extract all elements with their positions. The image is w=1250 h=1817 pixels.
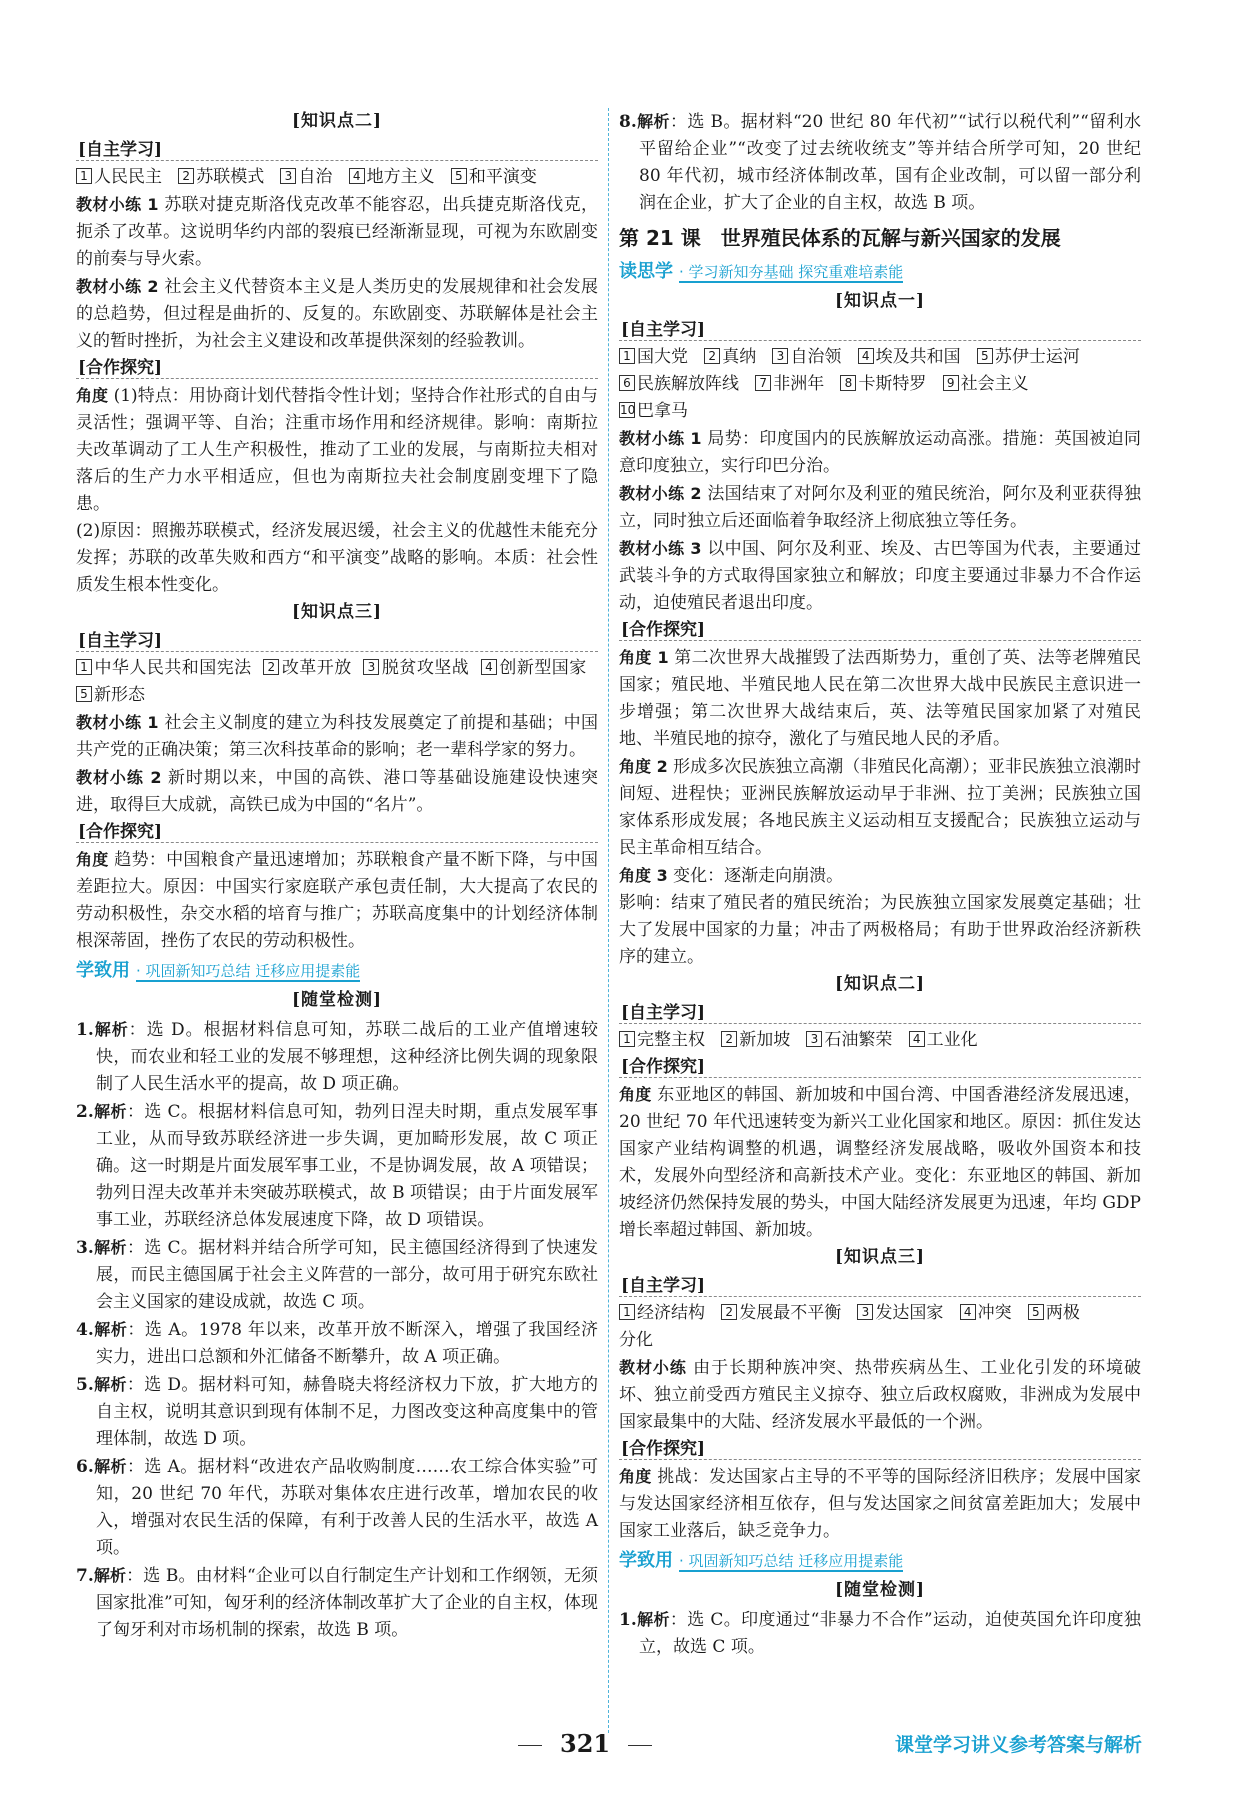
section-hezuo: [ 合作探究 ] (619, 1436, 1143, 1463)
answer-item: 5.解析：选 D。据材料可知，赫鲁晓夫将经济权力下放，扩大地方的自主权，说明其意识到现有体制不足，力图改变这种高度集中的管理体制，故选 D 项。 (76, 1375, 598, 1449)
section-hezuo: [ 合作探究 ] (76, 819, 600, 846)
kp1-jc2: 教材小练 2 法国结束了对阿尔及利亚的殖民统治，阿尔及利亚获得独立，同时独立后还面临着争取经济上彻底独立等任务。 (619, 484, 1142, 531)
kp2-jc1: 教材小练 1 苏联对捷克斯洛伐克改革不能容忍，出兵捷克斯洛伐克，扼杀了改革。这说明华约内部的裂痕已经渐渐显现，可视为东欧剧变的前奏与导火索。 (76, 195, 599, 269)
section-zizhu: [ 自主学习 ] (76, 628, 600, 655)
answer-item: 3.解析：选 C。据材料并结合所学可知，民主德国经济得到了快速发展，而民主德国属于社会主义阵营的一部分，故可用于研究东欧社会主义国家的建设成就，故选 C 项。 (76, 1238, 598, 1312)
kp2-jd: 角度 东亚地区的韩国、新加坡和中国台湾、中国香港经济发展迅速，20 世纪 70 年代迅速转变为新兴工业化国家和地区。原因：抓住发达国家产业结构调整的机遇，调整经济发展战略，吸收外国资本和技术，发展外向型经济和高新技术产业。变化：东亚地区的韩国、新加坡经济仍然保持发展的势头，中国大陆经济发展更为迅速，年均 GDP 增长率超过韩国、新加坡。 (619, 1085, 1142, 1240)
kp3-jc: 教材小练 由于长期种族冲突、热带疾病丛生、工业化引发的环境破坏、独立前受西方殖民主义掠夺、独立后政权腐败，非洲成为发展中国家最集中的大陆、经济发展水平最低的一个洲。 (619, 1358, 1141, 1432)
section-zizhu: [ 自主学习 ] (619, 1273, 1143, 1300)
footer-dash (518, 1745, 542, 1746)
kp3-jd: 角度 趋势：中国粮食产量迅速增加；苏联粮食产量不断下降，与中国差距拉大。原因：中国实行家庭联产承包责任制，大大提高了农民的劳动积极性，杂交水稻的培育与推广；苏联高度集中的计划经济体制根深蒂固，挫伤了农民的劳动积极性。 (76, 850, 599, 951)
stjc-title: [随堂检测] (834, 1580, 926, 1600)
kp1-jd3-impact: 影响：结束了殖民者的殖民统治；为民族独立国家发展奠定基础；壮大了发展中国家的力量；冲击了两极格局；有助于世界政治经济新秩序的建立。 (619, 893, 1141, 967)
lesson-title: 第 21 课 世界殖民体系的瓦解与新兴国家的发展 (619, 226, 1061, 250)
kp1-answers: 1 国大党 2 真纳 3 自治领 4 埃及共和国 5 苏伊士运河 6 民族解放阵线 7 非洲年 8 卡斯特罗 9 社会主义 10 巴拿马 (620, 347, 1080, 421)
kp3-answers: 1 中华人民共和国宪法 2 改革开放 3 脱贫攻坚战 4 创新型国家 5 新形态 (76, 655, 598, 709)
xuezhiyong-band: 学致用 · 巩固新知巧总结 迁移应用提素能 (619, 1550, 904, 1571)
section-zizhu: [ 自主学习 ] (619, 317, 1143, 344)
kp1-jd3: 角度 3 变化：逐渐走向崩溃。 (619, 866, 844, 886)
kp2-answers: 1 人民民主 2 苏联模式 3 自治 4 地方主义 5 和平演变 (76, 164, 598, 191)
section-hezuo: [ 合作探究 ] (76, 355, 600, 382)
dusixue-band: 读思学 · 学习新知夯基础 探究重难培素能 (619, 261, 904, 282)
xuezhiyong-band: 学致用 · 巩固新知巧总结 迁移应用提素能 (76, 960, 361, 981)
footer-title: 课堂学习讲义参考答案与解析 (894, 1734, 1142, 1756)
column-divider (608, 108, 609, 1733)
kp1-jd1: 角度 1 第二次世界大战摧毁了法西斯势力，重创了英、法等老牌殖民国家；殖民地、半殖民地人民在第二次世界大战中民族民主意识进一步增强；第二次世界大战结束后，英、法等殖民国家加紧了对殖民地、半殖民地的掠夺，激化了与殖民地人民的矛盾。 (619, 648, 1141, 749)
kp1-jd2: 角度 2 形成多次民族独立高潮（非殖民化高潮）；亚非民族独立浪潮时间短、进程快；亚洲民族解放运动早于非洲、拉丁美洲；民族独立国家体系形成发展；各地民族主义运动相互支援配合；民族独立运动与民主革命相互结合。 (619, 757, 1141, 858)
section-hezuo: [ 合作探究 ] (619, 1054, 1143, 1081)
section-zizhu: [ 自主学习 ] (76, 137, 600, 164)
answer-item: 7.解析：选 B。由材料“企业可以自行制定生产计划和工作纲领，无须国家批准”可知，匈牙利的经济体制改革扩大了企业的自主权，体现了匈牙利对市场机制的探索，故选 B 项。 (76, 1566, 598, 1640)
kp3-title: [知识点三] (291, 602, 383, 622)
kp2-jc2: 教材小练 2 社会主义代替资本主义是人类历史的发展规律和社会发展的总趋势，但过程是曲折的、反复的。东欧剧变、苏联解体是社会主义的暂时挫折，为社会主义建设和改革提供深刻的经验教训。 (76, 277, 599, 351)
section-zizhu: [ 自主学习 ] (619, 1000, 1143, 1027)
kp3-jc2: 教材小练 2 新时期以来，中国的高铁、港口等基础设施建设快速突进，取得巨大成就，高铁已成为中国的“名片”。 (76, 768, 598, 815)
answer-item: 8.解析：选 B。据材料“20 世纪 80 年代初”“试行以税代利”“留利水平留给企业”“改变了过去统收统支”等并结合所学可知，20 世纪 80 年代初，城市经济体制改革，国有企业改制，可以留一部分利润在企业，扩大了企业的自主权，故选 B 项。 (619, 112, 1141, 213)
answer-item: 6.解析：选 A。据材料“改进农产品收购制度……农工综合体实验”可知，20 世纪 70 年代，苏联对集体农庄进行改革，增加农民的收入，增强对农民生活的保障，有利于改善人民的生活水平，故选 A 项。 (76, 1457, 598, 1558)
kp2-jd1: 角度 (1)特点：用协商计划代替指令性计划；坚持合作社形式的自由与灵活性；强调平等、自治；注重市场作用和经济规律。影响：南斯拉夫改革调动了工人生产积极性，推动了工业的发展，与南斯拉夫相对落后的生产力水平相适应，但也为南斯拉夫社会制度剧变埋下了隐患。 (76, 386, 598, 514)
kp3-jd: 角度 挑战：发达国家占主导的不平等的国际经济旧秩序；发展中国家与发达国家经济相互依存，但与发达国家之间贫富差距加大；发展中国家工业落后，缺乏竞争力。 (619, 1467, 1142, 1541)
answer-item: 2.解析：选 C。根据材料信息可知，勃列日涅夫时期，重点发展军事工业，从而导致苏联经济进一步失调，更加畸形发展，故 C 项正确。这一时期是片面发展军事工业，不是协调发展，故 A 项错误；勃列日涅夫改革并未突破苏联模式，故 B 项错误；由于片面发展军事工业，苏联经济总体发展速度下降，故 D 项错误。 (76, 1102, 598, 1230)
kp3-jc1: 教材小练 1 社会主义制度的建立为科技发展奠定了前提和基础；中国共产党的正确决策；第三次科技革命的影响；老一辈科学家的努力。 (76, 713, 599, 760)
answer-item: 1.解析：选 D。根据材料信息可知，苏联二战后的工业产值增速较快，而农业和轻工业的发展不够理想，这种经济比例失调的现象限制了人民生活水平的提高，故 D 项正确。 (76, 1020, 598, 1094)
right-column (619, 108, 1141, 1661)
kp2-jd2: (2)原因：照搬苏联模式，经济发展迟缓，社会主义的优越性未能充分发挥；苏联的改革失败和西方“和平演变”战略的影响。本质：社会性质发生根本性变化。 (76, 521, 598, 595)
kp1-title: [知识点一] (834, 291, 926, 311)
kp2-title: [知识点二] (834, 974, 926, 994)
kp3-title: [知识点三] (834, 1247, 926, 1267)
kp2-answers: 1 完整主权 2 新加坡 3 石油繁荣 4 工业化 (619, 1027, 1141, 1054)
left-column (76, 108, 598, 1644)
section-hezuo: [ 合作探究 ] (619, 617, 1143, 644)
kp3-answers: 1 经济结构 2 发展最不平衡 3 发达国家 4 冲突 5 两极 分化 (619, 1303, 1080, 1350)
stjc-title: [随堂检测] (291, 990, 383, 1010)
footer-dash (628, 1745, 652, 1746)
answer-item: 1.解析：选 C。印度通过“非暴力不合作”运动，迫使英国允许印度独立，故选 C 项。 (619, 1610, 1141, 1657)
kp1-jc3: 教材小练 3 以中国、阿尔及利亚、埃及、古巴等国为代表，主要通过武装斗争的方式取得国家独立和解放；印度主要通过非暴力不合作运动，迫使殖民者退出印度。 (619, 539, 1142, 613)
kp2-title: [知识点二] (291, 111, 383, 131)
page-number: 321 (560, 1729, 611, 1758)
answer-item: 4.解析：选 A。1978 年以来，改革开放不断深入，增强了我国经济实力，进出口总额和外汇储备不断攀升，故 A 项正确。 (76, 1320, 598, 1367)
kp1-jc1: 教材小练 1 局势：印度国内的民族解放运动高涨。措施：英国被迫同意印度独立，实行印巴分治。 (619, 429, 1142, 476)
